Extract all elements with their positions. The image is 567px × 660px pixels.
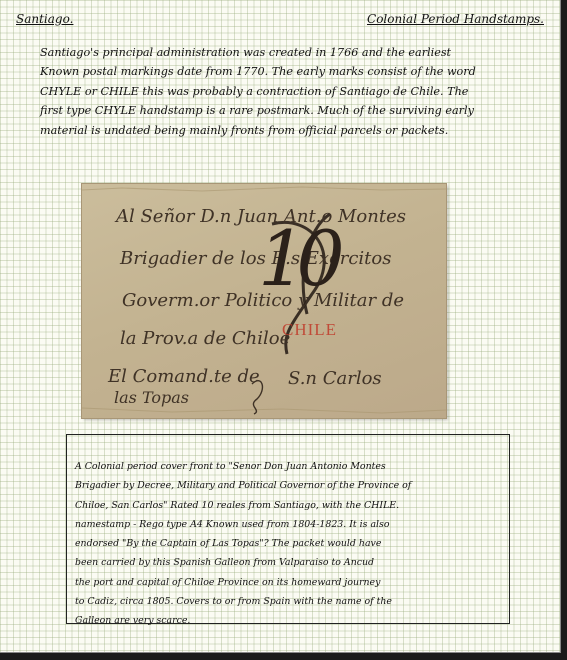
page-heading-topic: Colonial Period Handstamps. bbox=[367, 12, 544, 26]
caption-line: Galleon are very scarce. bbox=[75, 615, 191, 627]
caption-line: endorsed "By the Captain of Las Topas"? The packet would have bbox=[75, 538, 382, 550]
rate-marking: 10 bbox=[258, 214, 335, 303]
intro-line: CHYLE or CHILE this was probably a contraction of Santiago de Chile. The bbox=[40, 84, 469, 98]
caption-box bbox=[66, 434, 510, 627]
intro-text bbox=[40, 43, 524, 140]
cover-front-image bbox=[82, 184, 446, 418]
caption-line: been carried by this Spanish Galleon from Valparaiso to Ancud bbox=[75, 557, 375, 569]
intro-line: first type CHYLE handstamp is a rare postmark. Much of the surviving early bbox=[40, 104, 474, 118]
page-heading-location: Santiago. bbox=[16, 12, 74, 26]
address-line: la Prov.a de Chiloe bbox=[120, 328, 291, 349]
caption-line: namestamp - Rego type A4 Known used from 1804-1823. It is also bbox=[75, 518, 390, 530]
endorsement-line: El Comand.te de bbox=[108, 366, 260, 387]
intro-line: Known postal markings date from 1770. The early marks consist of the word bbox=[40, 65, 476, 79]
address-line: Brigadier de los R.s Exercitos bbox=[120, 248, 392, 269]
caption-line: A Colonial period cover front to "Senor Don Juan Antonio Montes bbox=[75, 461, 386, 472]
caption-line: Brigadier by Decree, Military and Political Governor of the Province of bbox=[75, 480, 412, 492]
signature: S.n Carlos bbox=[288, 368, 382, 389]
caption-line: the port and capital of Chiloe Province on its homeward journey bbox=[75, 576, 381, 588]
address-line: Goverm.or Politico y Militar de bbox=[122, 290, 405, 311]
intro-line: material is undated being mainly fronts from official parcels or packets. bbox=[40, 123, 449, 137]
caption-text bbox=[75, 457, 501, 631]
intro-line: Santiago's principal administration was created in 1766 and the earliest bbox=[40, 46, 452, 59]
address-line: Al Señor D.n Juan Ant.o Montes bbox=[116, 206, 406, 227]
caption-line: to Cadiz, circa 1805. Covers to or from Spain with the name of the bbox=[75, 596, 392, 608]
endorsement-line: las Topas bbox=[114, 388, 190, 407]
chile-handstamp: CHILE bbox=[282, 320, 338, 339]
caption-line: Chiloe, San Carlos" Rated 10 reales from Santiago, with the CHILE. bbox=[75, 499, 400, 511]
